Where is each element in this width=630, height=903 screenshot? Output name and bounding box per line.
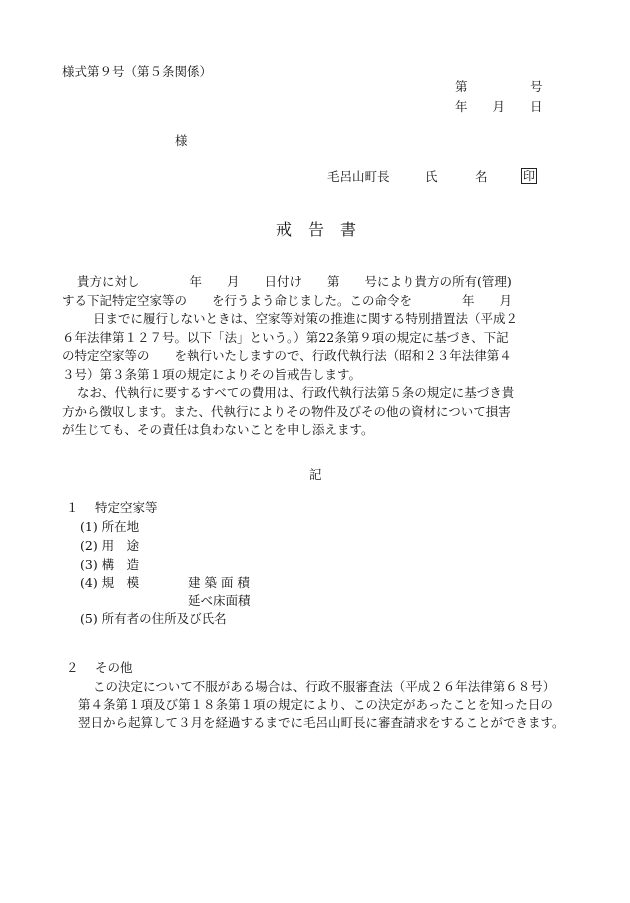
other-line: 第４条第１項及び第１８条第１項の規定により、この決定があったことを知った日の — [78, 697, 553, 712]
section-1-heading: １ 特定空家等 — [66, 500, 158, 515]
document-number: 第 号 — [455, 79, 543, 94]
item-structure: (3) 構 造 — [80, 557, 140, 572]
body-line: ６年法律第１２７号。以下「法」という。）第22条第９項の規定に基づき、下記 — [62, 330, 509, 345]
item-use: (2) 用 途 — [80, 538, 140, 553]
section-2-heading: ２ その他 — [66, 660, 133, 675]
body-line: が生じても、その責任は負わないことを申し添えます。 — [62, 422, 374, 437]
body-line: 方から徴収します。また、代執行によりその物件及びその他の資材について損害 — [62, 404, 511, 419]
item-location: (1) 所在地 — [80, 519, 140, 534]
name-label: 氏 名 — [425, 169, 488, 184]
other-line: この決定について不服がある場合は、行政不服審査法（平成２６年法律第６８号） — [93, 679, 556, 694]
body-line: ３号）第３条第１項の規定によりその旨戒告します。 — [62, 367, 362, 382]
item-owner: (5) 所有者の住所及び氏名 — [80, 611, 227, 626]
total-floor-area-label: 延べ床面積 — [188, 593, 251, 608]
body-line: なお、代執行に要するすべての費用は、行政代執行法第５条の規定に基づき貴 — [77, 385, 515, 400]
addressee-honorific: 様 — [175, 133, 188, 148]
item-scale: (4) 規 模 — [80, 575, 140, 590]
body-line: する下記特定空家等の を行うよう命じました。この命令を 年 月 — [62, 293, 513, 308]
ki-marker: 記 — [309, 467, 322, 482]
body-line: 日までに履行しないときは、空家等対策の推進に関する特別措置法（平成２ — [93, 311, 519, 326]
building-area-label: 建 築 面 積 — [188, 575, 250, 590]
other-line: 翌日から起算して３月を経過するまでに毛呂山町長に審査請求をすることができます。 — [78, 715, 565, 730]
document-date: 年 月 日 — [455, 99, 543, 114]
issuer-title: 毛呂山町長 — [327, 169, 390, 184]
seal-mark: 印 — [523, 169, 536, 183]
form-label: 様式第９号（第５条関係） — [62, 64, 213, 79]
body-line: の特定空家等の を執行いたしますので、行政代執行法（昭和２３年法律第４ — [62, 348, 512, 363]
body-line: 貴方に対し 年 月 日付け 第 号により貴方の所有(管理) — [77, 274, 512, 289]
document-title: 戒 告 書 — [276, 220, 357, 239]
